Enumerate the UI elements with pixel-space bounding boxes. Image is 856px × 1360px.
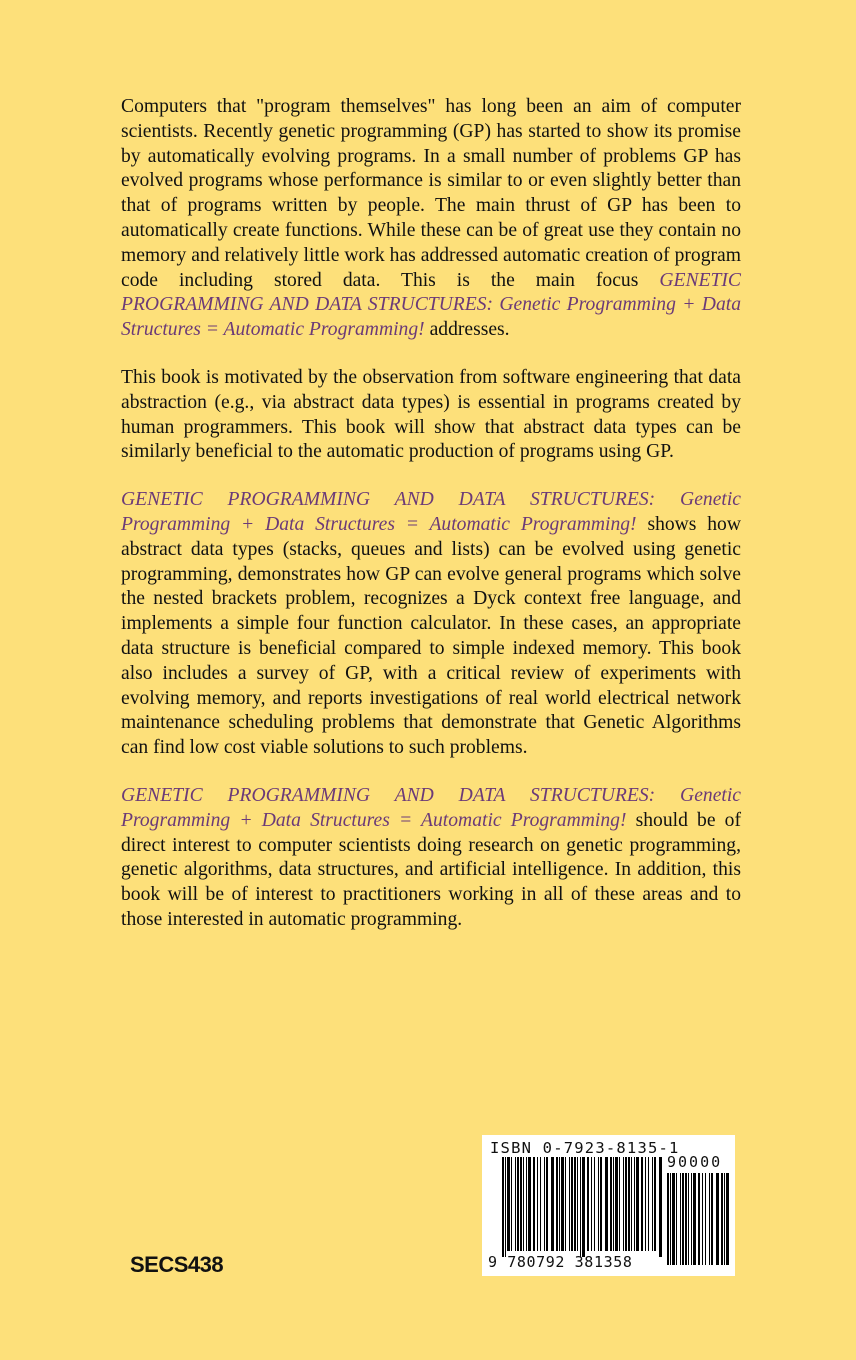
addon-bars bbox=[667, 1173, 729, 1265]
barcode-bar bbox=[587, 1157, 589, 1251]
ean-bars bbox=[502, 1157, 662, 1257]
blurb-paragraph-3 bbox=[121, 488, 741, 761]
barcode-bar bbox=[502, 1157, 504, 1257]
blurb-text bbox=[121, 95, 741, 956]
barcode-bar bbox=[556, 1157, 558, 1251]
barcode-bar bbox=[505, 1157, 506, 1257]
barcode-bar bbox=[523, 1157, 524, 1251]
paragraph-text: Computers that "program themselves" has long been an aim of computer scientists. Recently genetic programming (GP) has started to show its promise by automatically evolving programs. In a small number of problems GP has evolved programs whose performance is similar to or even slightly better than that of programs written by people. The main thrust of GP has been to automatically create functions. While these can be of great use they contain no memory and relatively little work has addressed automatic creation of program code including stored data. This is the main focus bbox=[121, 96, 741, 291]
barcode-bar bbox=[517, 1157, 519, 1251]
blurb-paragraph-4 bbox=[121, 784, 741, 933]
barcode-bar bbox=[610, 1157, 612, 1251]
barcode-bar bbox=[636, 1157, 639, 1251]
barcode-bar bbox=[537, 1157, 538, 1251]
barcode-bar bbox=[569, 1157, 570, 1251]
barcode-bar bbox=[670, 1173, 671, 1265]
ean-number: 9 780792 381358 bbox=[488, 1253, 633, 1271]
catalog-code: SECS438 bbox=[130, 1252, 224, 1277]
barcode-bar bbox=[705, 1173, 706, 1265]
isbn-label: ISBN 0-7923-8135-1 bbox=[490, 1139, 680, 1157]
barcode-bar bbox=[598, 1157, 599, 1251]
barcode-bar bbox=[561, 1157, 564, 1251]
barcode-bar bbox=[544, 1157, 545, 1251]
barcode-bar bbox=[648, 1157, 649, 1251]
barcode-bar bbox=[546, 1157, 548, 1251]
isbn-barcode bbox=[482, 1135, 735, 1276]
barcode-bar bbox=[667, 1173, 669, 1265]
barcode-bar bbox=[726, 1173, 729, 1265]
book-title-reference: GENETIC PROGRAMMING AND DATA STRUCTURES: Genetic Programming + Data Structures = Automatic Programming! bbox=[121, 489, 741, 535]
blurb-paragraph-2 bbox=[121, 366, 741, 465]
barcode-bar bbox=[691, 1173, 692, 1265]
barcode-bar bbox=[615, 1157, 618, 1251]
barcode-bar bbox=[619, 1157, 620, 1251]
book-title-reference: GENETIC PROGRAMMING AND DATA STRUCTURES: Genetic Programming + Data Structures = Automatic Programming! bbox=[121, 269, 741, 341]
barcode-bar bbox=[526, 1157, 527, 1251]
barcode-bar bbox=[625, 1157, 627, 1251]
barcode-bar bbox=[645, 1157, 646, 1251]
barcode-bar bbox=[693, 1173, 696, 1265]
barcode-bar bbox=[631, 1157, 632, 1251]
barcode-bar bbox=[711, 1173, 713, 1265]
barcode-bar bbox=[634, 1157, 635, 1251]
barcode-bar bbox=[551, 1157, 554, 1251]
barcode-bar bbox=[613, 1157, 614, 1251]
barcode-bar bbox=[685, 1173, 687, 1265]
barcode-bar bbox=[571, 1157, 573, 1251]
barcode-bar bbox=[623, 1157, 624, 1251]
barcode-bar bbox=[724, 1173, 725, 1265]
paragraph-text: shows how abstract data types (stacks, queues and lists) can be evolved using genetic programming, demonstrates how GP can evolve general programs which solve the nested brackets problem, recognizes a Dyck context free language, and implements a simple four function calculator. In these cases, an appropriate data structure is beneficial compared to simple indexed memory. This book also includes a survey of GP, with a critical review of experiments with evolving memory, and reports investigations of real world electrical network maintenance scheduling problems that demonstrate that Genetic Algorithms can find low cost viable solutions to such problems. bbox=[121, 513, 742, 759]
barcode-bar bbox=[721, 1173, 723, 1265]
barcode-bar bbox=[511, 1157, 512, 1251]
barcode-bar bbox=[641, 1157, 643, 1251]
barcode-bar bbox=[507, 1157, 510, 1251]
barcode-bar bbox=[680, 1173, 681, 1265]
barcode-bar bbox=[600, 1157, 602, 1251]
barcode-bar bbox=[702, 1173, 703, 1265]
barcode-bar bbox=[688, 1173, 689, 1265]
barcode-bar bbox=[672, 1173, 675, 1265]
barcode-bar bbox=[709, 1173, 710, 1265]
barcode-bar bbox=[528, 1157, 531, 1251]
barcode-bar bbox=[698, 1173, 700, 1265]
barcode-bar bbox=[520, 1157, 522, 1251]
barcode-bar bbox=[580, 1157, 581, 1257]
barcode-bar bbox=[654, 1157, 656, 1251]
barcode-bar bbox=[540, 1157, 541, 1251]
blurb-paragraph-1 bbox=[121, 95, 741, 343]
barcode-bar bbox=[682, 1173, 684, 1265]
addon-number: 90000 bbox=[667, 1153, 723, 1171]
barcode-bar bbox=[574, 1157, 576, 1251]
barcode-bar bbox=[716, 1173, 719, 1265]
barcode-bar bbox=[659, 1157, 662, 1257]
barcode-bar bbox=[559, 1157, 560, 1251]
barcode-bar bbox=[515, 1157, 516, 1251]
barcode-bar bbox=[577, 1157, 578, 1251]
barcode-bar bbox=[565, 1157, 566, 1251]
book-title-reference: GENETIC PROGRAMMING AND DATA STRUCTURES: Genetic Programming + Data Structures = Automatic Programming! bbox=[121, 784, 741, 831]
barcode-bar bbox=[605, 1157, 608, 1251]
barcode-bar bbox=[594, 1157, 595, 1251]
barcode-bar bbox=[652, 1157, 653, 1251]
paragraph-text: addresses. bbox=[429, 319, 510, 341]
barcode-bar bbox=[533, 1157, 535, 1251]
barcode-bar bbox=[582, 1157, 585, 1257]
barcode-bar bbox=[591, 1157, 592, 1251]
paragraph-text: This book is motivated by the observation from software engineering that data abstraction (e.g., via abstract data types) is essential in programs created by human programmers. This book will show that abstract data types can be similarly beneficial to the automatic production of programs using GP. bbox=[121, 366, 741, 463]
barcode-bar bbox=[628, 1157, 630, 1251]
paragraph-text: should be of direct interest to computer scientists doing research on genetic programming, genetic algorithms, data structures, and artificial intelligence. In addition, this book will be of interest to practitioners working in all of these areas and to those interested in automatic programming. bbox=[121, 809, 741, 930]
barcode-bar bbox=[676, 1173, 677, 1265]
